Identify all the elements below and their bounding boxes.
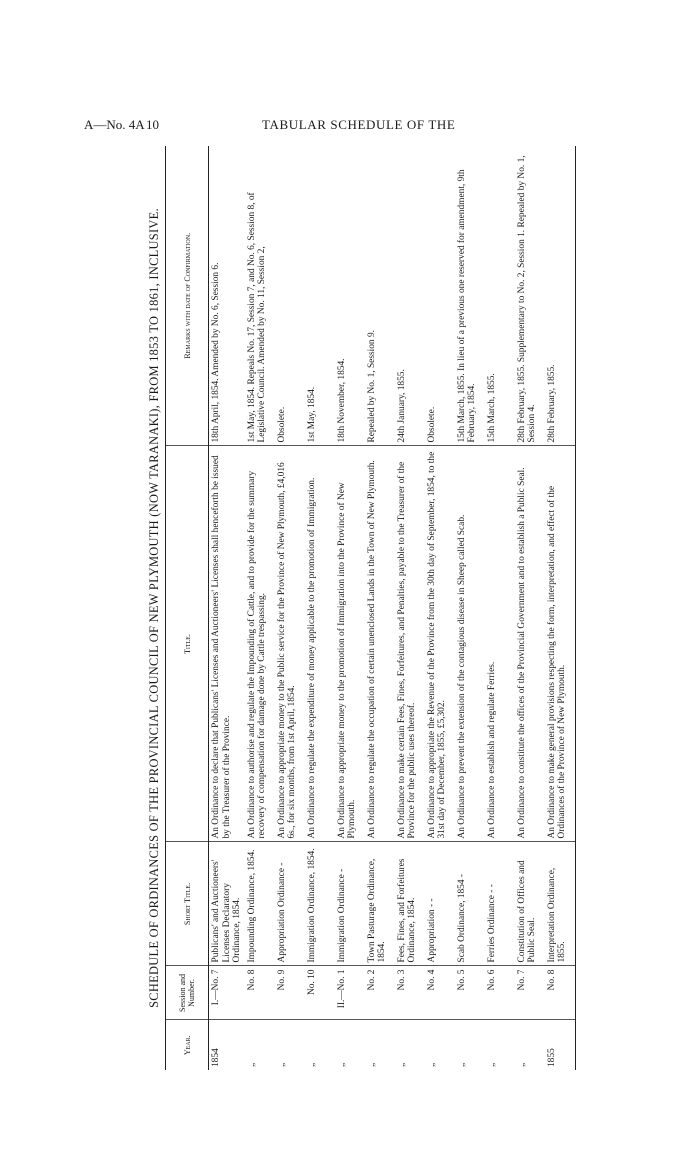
row-short-title: Fees, Fines, and Forfeitures Ordinance, 1854.	[395, 842, 425, 966]
row-remarks: 18th November, 1854.	[335, 146, 365, 446]
running-head	[0, 117, 700, 137]
row-title: An Ordinance to constitute the offices of the Provincial Government and to establish a Public Seal.	[515, 446, 545, 842]
row-session: No. 4	[425, 966, 455, 1020]
table-row	[515, 146, 545, 1070]
page-number: 10	[146, 117, 159, 132]
row-title: An Ordinance to regulate the occupation of certain unenclosed Lands in the Town of New Plymouth.	[365, 446, 395, 842]
row-short-title: Immigration Ordinance -	[335, 842, 365, 966]
row-short-title: Impounding Ordinance, 1854.	[245, 842, 275, 966]
row-short-title: Immigration Ordinance, 1854.	[305, 842, 335, 966]
col-header-year: Year.	[166, 1020, 209, 1070]
row-remarks: 1st May, 1854.	[305, 146, 335, 446]
row-year: „	[366, 1062, 377, 1067]
row-session: I.—No. 7	[209, 966, 245, 1020]
table-row	[395, 146, 425, 1070]
row-session: No. 2	[365, 966, 395, 1020]
row-title: An Ordinance to make general provisions respecting the form, interpretation, and effect of the Ordinances of the Province of New Plymouth.	[545, 446, 576, 842]
row-year: „	[306, 1062, 317, 1067]
table-row	[485, 146, 515, 1070]
row-year: „	[456, 1062, 467, 1067]
row-remarks: 28th February, 1855. Supplementary to No. 2, Session 1. Repealed by No. 1, Session 4.	[515, 146, 545, 446]
row-year: „	[336, 1062, 347, 1067]
row-session: No. 6	[485, 966, 515, 1020]
col-header-remarks: Remarks with date of Confirmation.	[166, 146, 209, 446]
row-short-title: Appropriation - -	[425, 842, 455, 966]
row-remarks: 28th February, 1855.	[545, 146, 576, 446]
row-title: An Ordinance to prevent the extension of the contagious disease in Sheep called Scab.	[455, 446, 485, 842]
row-short-title: Scab Ordinance, 1854 -	[455, 842, 485, 966]
table-body	[209, 146, 576, 1070]
row-year: „	[486, 1062, 497, 1067]
table-header-row	[166, 146, 209, 1070]
row-remarks: Repealed by No. 1, Session 9.	[365, 146, 395, 446]
row-short-title: Constitution of Offices and Public Seal.	[515, 842, 545, 966]
row-remarks: 15th March, 1855. In lieu of a previous one reserved for amendment, 9th February, 1854.	[455, 146, 485, 446]
row-session: No. 8	[545, 966, 576, 1020]
row-remarks: 1st May, 1854. Repeals No. 17, Session 7, and No. 6, Session 8, of Legislative Council. Amended by No. 11, Session 2,	[245, 146, 275, 446]
col-header-session: Session and Number.	[166, 966, 209, 1020]
row-title: An Ordinance to establish and regulate Ferries.	[485, 446, 515, 842]
row-session: No. 7	[515, 966, 545, 1020]
row-title: An Ordinance to appropriate money to the promotion of Immigration into the Province of New Plymouth.	[335, 446, 365, 842]
row-short-title: Publicans' and Auctioneers' Licenses Declaratory Ordinance, 1854.	[209, 842, 245, 966]
row-remarks: Obsolete.	[275, 146, 305, 446]
table-row	[209, 146, 245, 1070]
table-row	[335, 146, 365, 1070]
table-row	[305, 146, 335, 1070]
col-header-short-title: Short Title.	[166, 842, 209, 966]
row-year: 1854	[211, 1048, 221, 1067]
table-row	[425, 146, 455, 1070]
table-row	[365, 146, 395, 1070]
row-session: No. 10	[305, 966, 335, 1020]
row-short-title: Interpretation Ordinance, 1855.	[545, 842, 576, 966]
row-title: An Ordinance to appropriate the Revenue of the Province from the 30th day of September, 1854, to the 31st day of December, 1855, £5,302.	[425, 446, 455, 842]
table-row	[545, 146, 576, 1070]
row-title: An Ordinance to authorise and regulate the Impounding of Cattle, and to provide for the summary recovery of compensation for damage done by Cattle trespassing.	[245, 446, 275, 842]
row-session: II.—No. 1	[335, 966, 365, 1020]
row-year: „	[516, 1062, 527, 1067]
row-title: An Ordinance to declare that Publicans' Licenses and Auctioneers' Licenses shall henceforth be issued by the Treasurer of the Province.	[209, 446, 245, 842]
running-title: TABULAR SCHEDULE OF THE	[262, 117, 456, 132]
row-short-title: Ferries Ordinance - -	[485, 842, 515, 966]
row-short-title: Town Pasturage Ordinance, 1854.	[365, 842, 395, 966]
row-title: An Ordinance to regulate the expenditure of money applicable to the promotion of Immigration.	[305, 446, 335, 842]
ordinance-schedule-table	[165, 146, 576, 1070]
row-remarks: 18th April, 1854. Amended by No. 6, Session 6.	[209, 146, 245, 446]
row-title: An Ordinance to appropriate money to the Public service for the Province of New Plymouth, £4,016 6s., for six months, from 1st April, 1854.	[275, 446, 305, 842]
row-year: „	[246, 1062, 257, 1067]
row-short-title: Appropriation Ordinance -	[275, 842, 305, 966]
document-reference: A—No. 4A	[84, 117, 145, 132]
row-year: 1855	[545, 1020, 576, 1070]
table-caption: SCHEDULE OF ORDINANCES OF THE PROVINCIAL COUNCIL OF NEW PLYMOUTH (NOW TARANAKI), FROM 1853 TO 1861, INCLUSIVE.	[147, 208, 161, 1008]
row-session: No. 9	[275, 966, 305, 1020]
row-session: No. 8	[245, 966, 275, 1020]
row-year: „	[426, 1062, 437, 1067]
col-header-title: Title.	[166, 446, 209, 842]
table-row	[245, 146, 275, 1070]
row-session: No. 3	[395, 966, 425, 1020]
row-remarks: 24th January, 1855.	[395, 146, 425, 446]
rotated-schedule	[143, 146, 619, 1070]
table-row	[455, 146, 485, 1070]
table-row	[275, 146, 305, 1070]
row-year: „	[276, 1062, 287, 1067]
row-title: An Ordinance to make certain Fees, Fines, Forfeitures, and Penalties, payable to the Treasurer of the Province for the public uses thereof.	[395, 446, 425, 842]
row-session: No. 5	[455, 966, 485, 1020]
row-remarks: Obsolete.	[425, 146, 455, 446]
row-year: „	[396, 1062, 407, 1067]
row-remarks: 15th March, 1855.	[485, 146, 515, 446]
